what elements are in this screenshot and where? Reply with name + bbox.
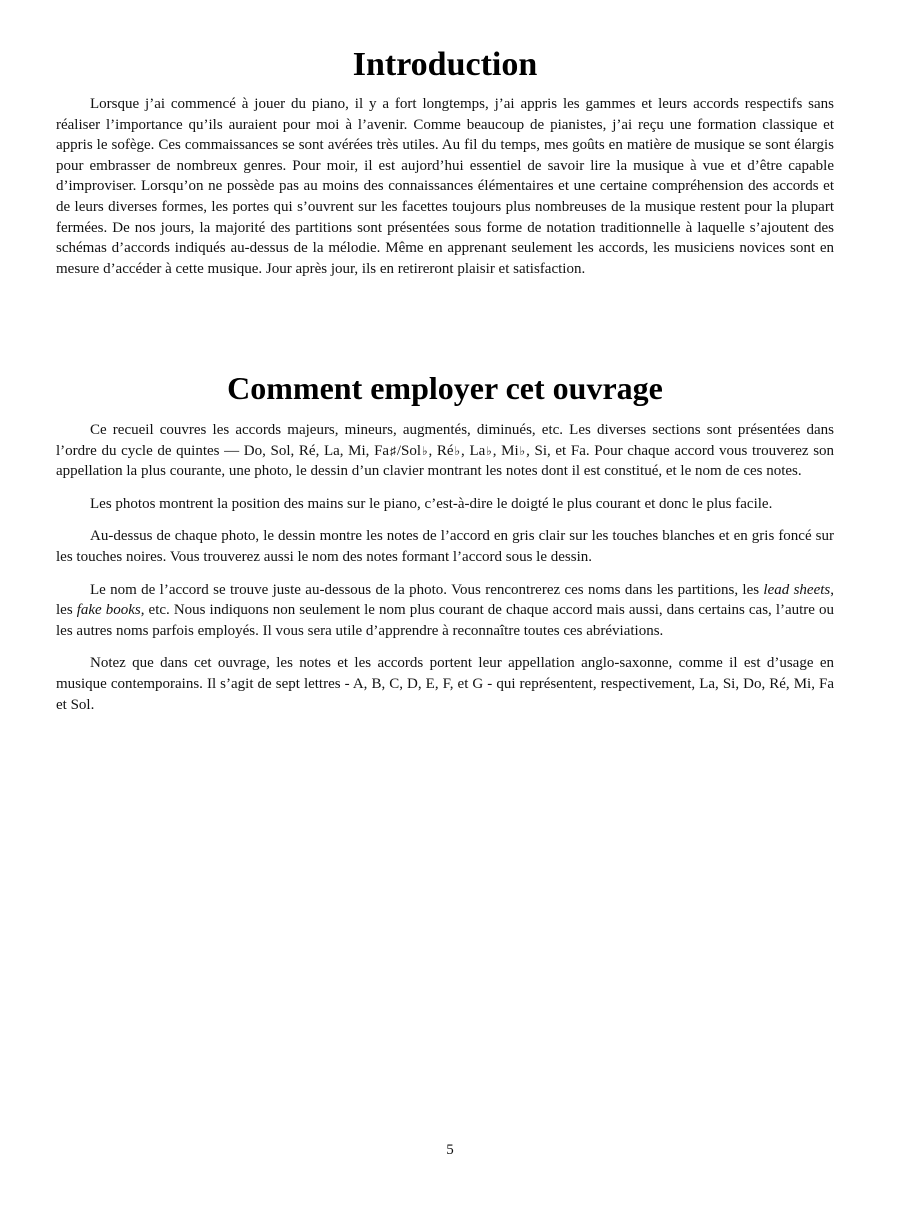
note-fa-sharp: Fa: [374, 442, 390, 459]
how-to-use-paragraph-2: Les photos montrent la position des mains sur le piano, c’est-à-dire le doigté le plus courant et donc le plus facile.: [90, 495, 773, 512]
how-to-use-title: Comment employer cet ouvrage: [227, 370, 663, 406]
note-sol-flat: Sol: [401, 442, 422, 459]
note-re-flat: Ré: [436, 442, 454, 459]
flat-sign: ♭: [518, 443, 527, 458]
paragraph-4-text-c: , etc. Nous indiquons non seulement le nom plus courant de chaque accord mais aussi, dans certains cas, l’autre ou les autres noms parfois employés. Il vous sera utile d’apprendre à reconnaître toutes ces abréviations.: [56, 602, 834, 639]
flat-sign: ♭: [421, 443, 429, 458]
note-la-flat: La: [469, 442, 486, 459]
paragraph-1-closing-text: , Si, et Fa. Pour chaque accord vous trouverez son appellation la plus courante, une photo, le dessin d’un clavier montrant les notes dont il est constitué, et le nom de ces notes.: [56, 442, 835, 480]
fake-books-term: fake books: [76, 602, 141, 619]
paragraph-4-text-b: , les: [56, 581, 834, 619]
note-mi-flat: Mi: [501, 442, 519, 459]
how-to-use-paragraph-4: [56, 580, 834, 642]
flat-sign: ♭: [453, 443, 462, 458]
sharp-sign: ♯: [389, 443, 397, 458]
how-to-use-paragraph-3: Au-dessus de chaque photo, le dessin montre les notes de l’accord en gris clair sur les touches blanches et en gris foncé sur les touches noires. Vous trouverez aussi le nom des notes formant l’accord sous le dessin.: [56, 528, 834, 565]
introduction-title: Introduction: [352, 46, 538, 83]
lead-sheets-term: lead sheets: [763, 581, 831, 598]
page-number: 5: [446, 1142, 454, 1158]
flat-sign: ♭: [485, 443, 493, 458]
introduction-paragraph: Lorsque j’ai commencé à jouer du piano, il y a fort longtemps, j’ai appris les gammes et leurs accords respectifs sans réaliser l’importance qu’ils auraient pour moi à l’avenir. Comme beaucoup de pianistes, j’ai reçu une formation classique et appris le sofège. Ces commaissances se sont avérées très utiles. Au fil du temps, mes goûts en matière de musique se sont élargis pour embrasser de nombreux genres. Pour moir, il est aujord’hui essentiel de savoir lire la musique à vue et d’être capable d’improviser. Lorsqu’on ne possède pas au moins des connaissances élémentaires et une certaine compréhension des accords et de leurs diverses formes, les portes qui s’ouvrent sur les facettes toujours plus nombreuses de la musique restent pour la plupart fermées. De nos jours, la majorité des partitions sont présentées sous forme de notation traditionnelle à laquelle s’ajoutent des schémas d’accords indiqués au-dessus de la mélodie. Même en apprenant seulement les accords, les musiciens novices sont en mesure d’accéder à cette musique. Jour après jour, ils en retireront plaisir et satisfaction.: [56, 96, 834, 277]
how-to-use-paragraph-1: Ce recueil couvres les accords majeurs, mineurs, augmentés, diminués, etc. Les diverses sections sont présentées dans l’ordre du cycle de quintes — Do, Sol, Ré, La, Mi, Fa♯/Sol♭, Ré♭, La♭, Mi♭, Si, et Fa. Pour chaque accord vous trouverez son appellation la plus courante, une photo, le dessin d’un clavier montrant les notes dont il est constitué, et le nom de ces notes.: [56, 422, 835, 480]
how-to-use-section: [56, 366, 834, 715]
paragraph-4-text-a: Le nom de l’accord se trouve juste au-dessous de la photo. Vous rencontrerez ces noms dans les partitions, les: [90, 581, 764, 598]
paragraph-1-intro-text: Ce recueil couvres les accords majeurs, mineurs, augmentés, diminués, etc. Les diverses sections sont présentées dans l’ordre du cycle de quintes — Do, Sol, Ré, La, Mi,: [56, 422, 834, 459]
how-to-use-paragraph-5: Notez que dans cet ouvrage, les notes et les accords portent leur appellation anglo-saxonne, comme il est d’usage en musique contemporains. Il s’agit de sept lettres - A, B, C, D, E, F, et G - qui représentent, respectivement, La, Si, Do, Ré, Mi, Fa et Sol.: [56, 655, 834, 713]
introduction-section: [56, 44, 834, 279]
